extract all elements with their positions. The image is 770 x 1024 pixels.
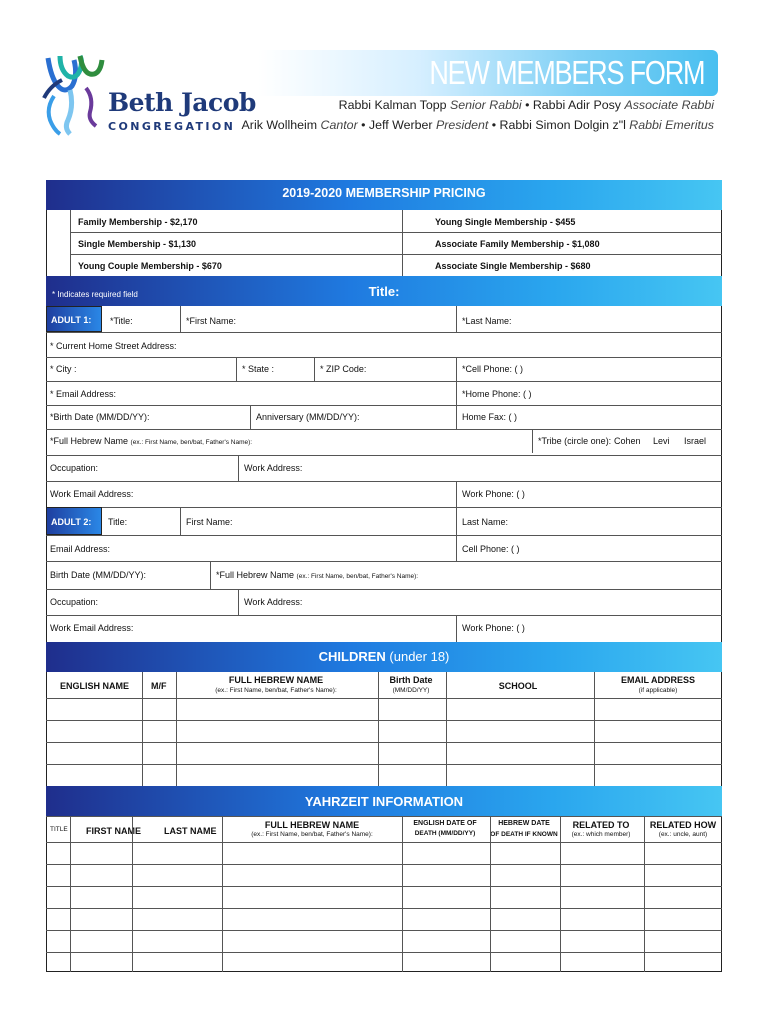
col-email: EMAIL ADDRESS (620, 675, 695, 685)
hebrew-name-label: *Full Hebrew Name (50, 436, 129, 446)
tribe-option-levi[interactable]: Levi (653, 436, 670, 446)
adult2-occupation-field[interactable]: Occupation: (50, 597, 99, 607)
adult2-hebrew-name-field[interactable] (216, 570, 418, 580)
col-mf: M/F (151, 681, 167, 691)
col-first-name: FIRST NAME (86, 826, 141, 836)
tribe-option-cohen[interactable]: Cohen (614, 436, 641, 446)
adult2-email-field[interactable]: Email Address: (50, 544, 111, 554)
anniversary-field[interactable]: Anniversary (MM/DD/YY): (256, 412, 360, 422)
last-name-field[interactable]: *Last Name: (462, 316, 512, 326)
cell-phone-field[interactable]: *Cell Phone: ( ) (462, 364, 524, 374)
title-field[interactable]: *Title: (110, 316, 133, 326)
adult2-hebrew-name-hint: (ex.: First Name, ben/bat, Father's Name): (296, 573, 419, 580)
family-info-header (46, 276, 722, 306)
pricing-title: 2019-2020 MEMBERSHIP PRICING (282, 186, 486, 200)
adult2-last-name-field[interactable]: Last Name: (462, 517, 509, 527)
yahrzeit-title: YAHRZEIT INFORMATION (304, 794, 464, 809)
adult1-label: ADULT 1: (46, 306, 102, 332)
home-address-field[interactable]: * Current Home Street Address: (50, 341, 177, 351)
table-row[interactable] (46, 886, 722, 908)
adult2-birth-date-field[interactable]: Birth Date (MM/DD/YY): (50, 570, 147, 580)
table-row[interactable] (46, 742, 722, 764)
children-title (46, 649, 722, 664)
yahrzeit-header (46, 786, 722, 816)
col-last-name: LAST NAME (164, 826, 217, 836)
table-row[interactable] (46, 952, 722, 974)
clergy-line-1: Rabbi Kalman Topp Senior Rabbi • Rabbi Adir Posy Associate Rabbi (338, 98, 714, 112)
table-row[interactable] (46, 908, 722, 930)
tribe-option-israel[interactable]: Israel (684, 436, 707, 446)
menorah-logo-icon (40, 50, 110, 140)
work-address-field[interactable]: Work Address: (244, 463, 303, 473)
work-email-field[interactable]: Work Email Address: (50, 489, 134, 499)
children-header (46, 642, 722, 672)
title-banner (258, 50, 718, 96)
col-school: SCHOOL (498, 681, 538, 691)
pricing-option: Young Couple Membership - $670 (78, 261, 222, 271)
col-hebrew-name: FULL HEBREW NAME (228, 675, 324, 685)
pricing-header (46, 180, 722, 210)
pricing-option: Associate Family Membership - $1,080 (435, 239, 600, 249)
col-yz-hebrew-hint: (ex.: First Name, ben/bat, Father's Name): (251, 831, 373, 838)
col-related-to: RELATED TO (572, 820, 630, 830)
col-hebrew-hint: (ex.: First Name, ben/bat, Father's Name): (215, 687, 337, 694)
home-phone-field[interactable]: *Home Phone: ( ) (462, 389, 532, 399)
col-email-hint: (if applicable) (638, 687, 678, 694)
col-birth-date: Birth Date (389, 675, 433, 685)
col-birth-hint: (MM/DD/YY) (392, 687, 430, 694)
adult2-first-name-field[interactable]: First Name: (186, 517, 233, 527)
occupation-field[interactable]: Occupation: (50, 463, 99, 473)
pricing-option: Associate Single Membership - $680 (435, 261, 591, 271)
required-note: * Indicates required field (52, 290, 138, 299)
col-related-how: RELATED HOW (649, 820, 717, 830)
state-field[interactable]: * State : (242, 364, 275, 374)
hebrew-name-hint: (ex.: First Name, ben/bat, Father's Name): (130, 439, 253, 446)
col-yz-hebrew-name: FULL HEBREW NAME (264, 820, 360, 830)
table-row[interactable] (46, 842, 722, 864)
tribe-field: *Tribe (circle one): (538, 436, 612, 446)
adult2-work-address-field[interactable]: Work Address: (244, 597, 303, 607)
col-english-date-2: DEATH (MM/DD/YY) (414, 830, 476, 837)
hebrew-name-field[interactable] (50, 436, 252, 446)
logo-name: Beth Jacob (108, 88, 256, 117)
zip-field[interactable]: * ZIP Code: (320, 364, 367, 374)
children-title-suffix: (under 18) (389, 649, 450, 664)
table-row[interactable] (46, 720, 722, 742)
table-row[interactable] (46, 864, 722, 886)
clergy-line-2: Arik Wollheim Cantor • Jeff Werber President • Rabbi Simon Dolgin z"l Rabbi Emeritus (241, 118, 714, 132)
col-english-date: ENGLISH DATE OF (413, 820, 477, 827)
col-hebrew-date-2: OF DEATH IF KNOWN (490, 831, 558, 838)
adult2-work-email-field[interactable]: Work Email Address: (50, 623, 134, 633)
col-hebrew-date: HEBREW DATE (498, 820, 550, 827)
table-row[interactable] (46, 764, 722, 786)
email-field[interactable]: * Email Address: (50, 389, 117, 399)
adult2-work-phone-field[interactable]: Work Phone: ( ) (462, 623, 525, 633)
pricing-option: Single Membership - $1,130 (78, 239, 197, 249)
pricing-option: Young Single Membership - $455 (435, 217, 576, 227)
work-phone-field[interactable]: Work Phone: ( ) (462, 489, 525, 499)
table-row[interactable] (46, 930, 722, 952)
col-related-how-hint: (ex.: uncle, aunt) (658, 831, 708, 838)
adult2-hebrew-name-label: *Full Hebrew Name (216, 570, 295, 580)
adult2-label: ADULT 2: (46, 507, 102, 535)
form-title: NEW MEMBERS FORM (429, 54, 704, 91)
adult2-title-field[interactable]: Title: (108, 517, 128, 527)
family-info-title: Title: (368, 284, 400, 299)
table-row[interactable] (46, 698, 722, 720)
birth-date-field[interactable]: *Birth Date (MM/DD/YY): (50, 412, 150, 422)
logo-subtitle: CONGREGATION (108, 120, 236, 133)
home-fax-field[interactable]: Home Fax: ( ) (462, 412, 518, 422)
first-name-field[interactable]: *First Name: (186, 316, 237, 326)
col-title: TITLE (50, 826, 68, 833)
adult2-cell-phone-field[interactable]: Cell Phone: ( ) (462, 544, 520, 554)
pricing-option: Family Membership - $2,170 (78, 217, 198, 227)
city-field[interactable]: * City : (50, 364, 77, 374)
children-title-text: CHILDREN (318, 649, 386, 664)
col-english-name: ENGLISH NAME (60, 681, 130, 691)
col-related-to-hint: (ex.: which member) (571, 831, 631, 838)
